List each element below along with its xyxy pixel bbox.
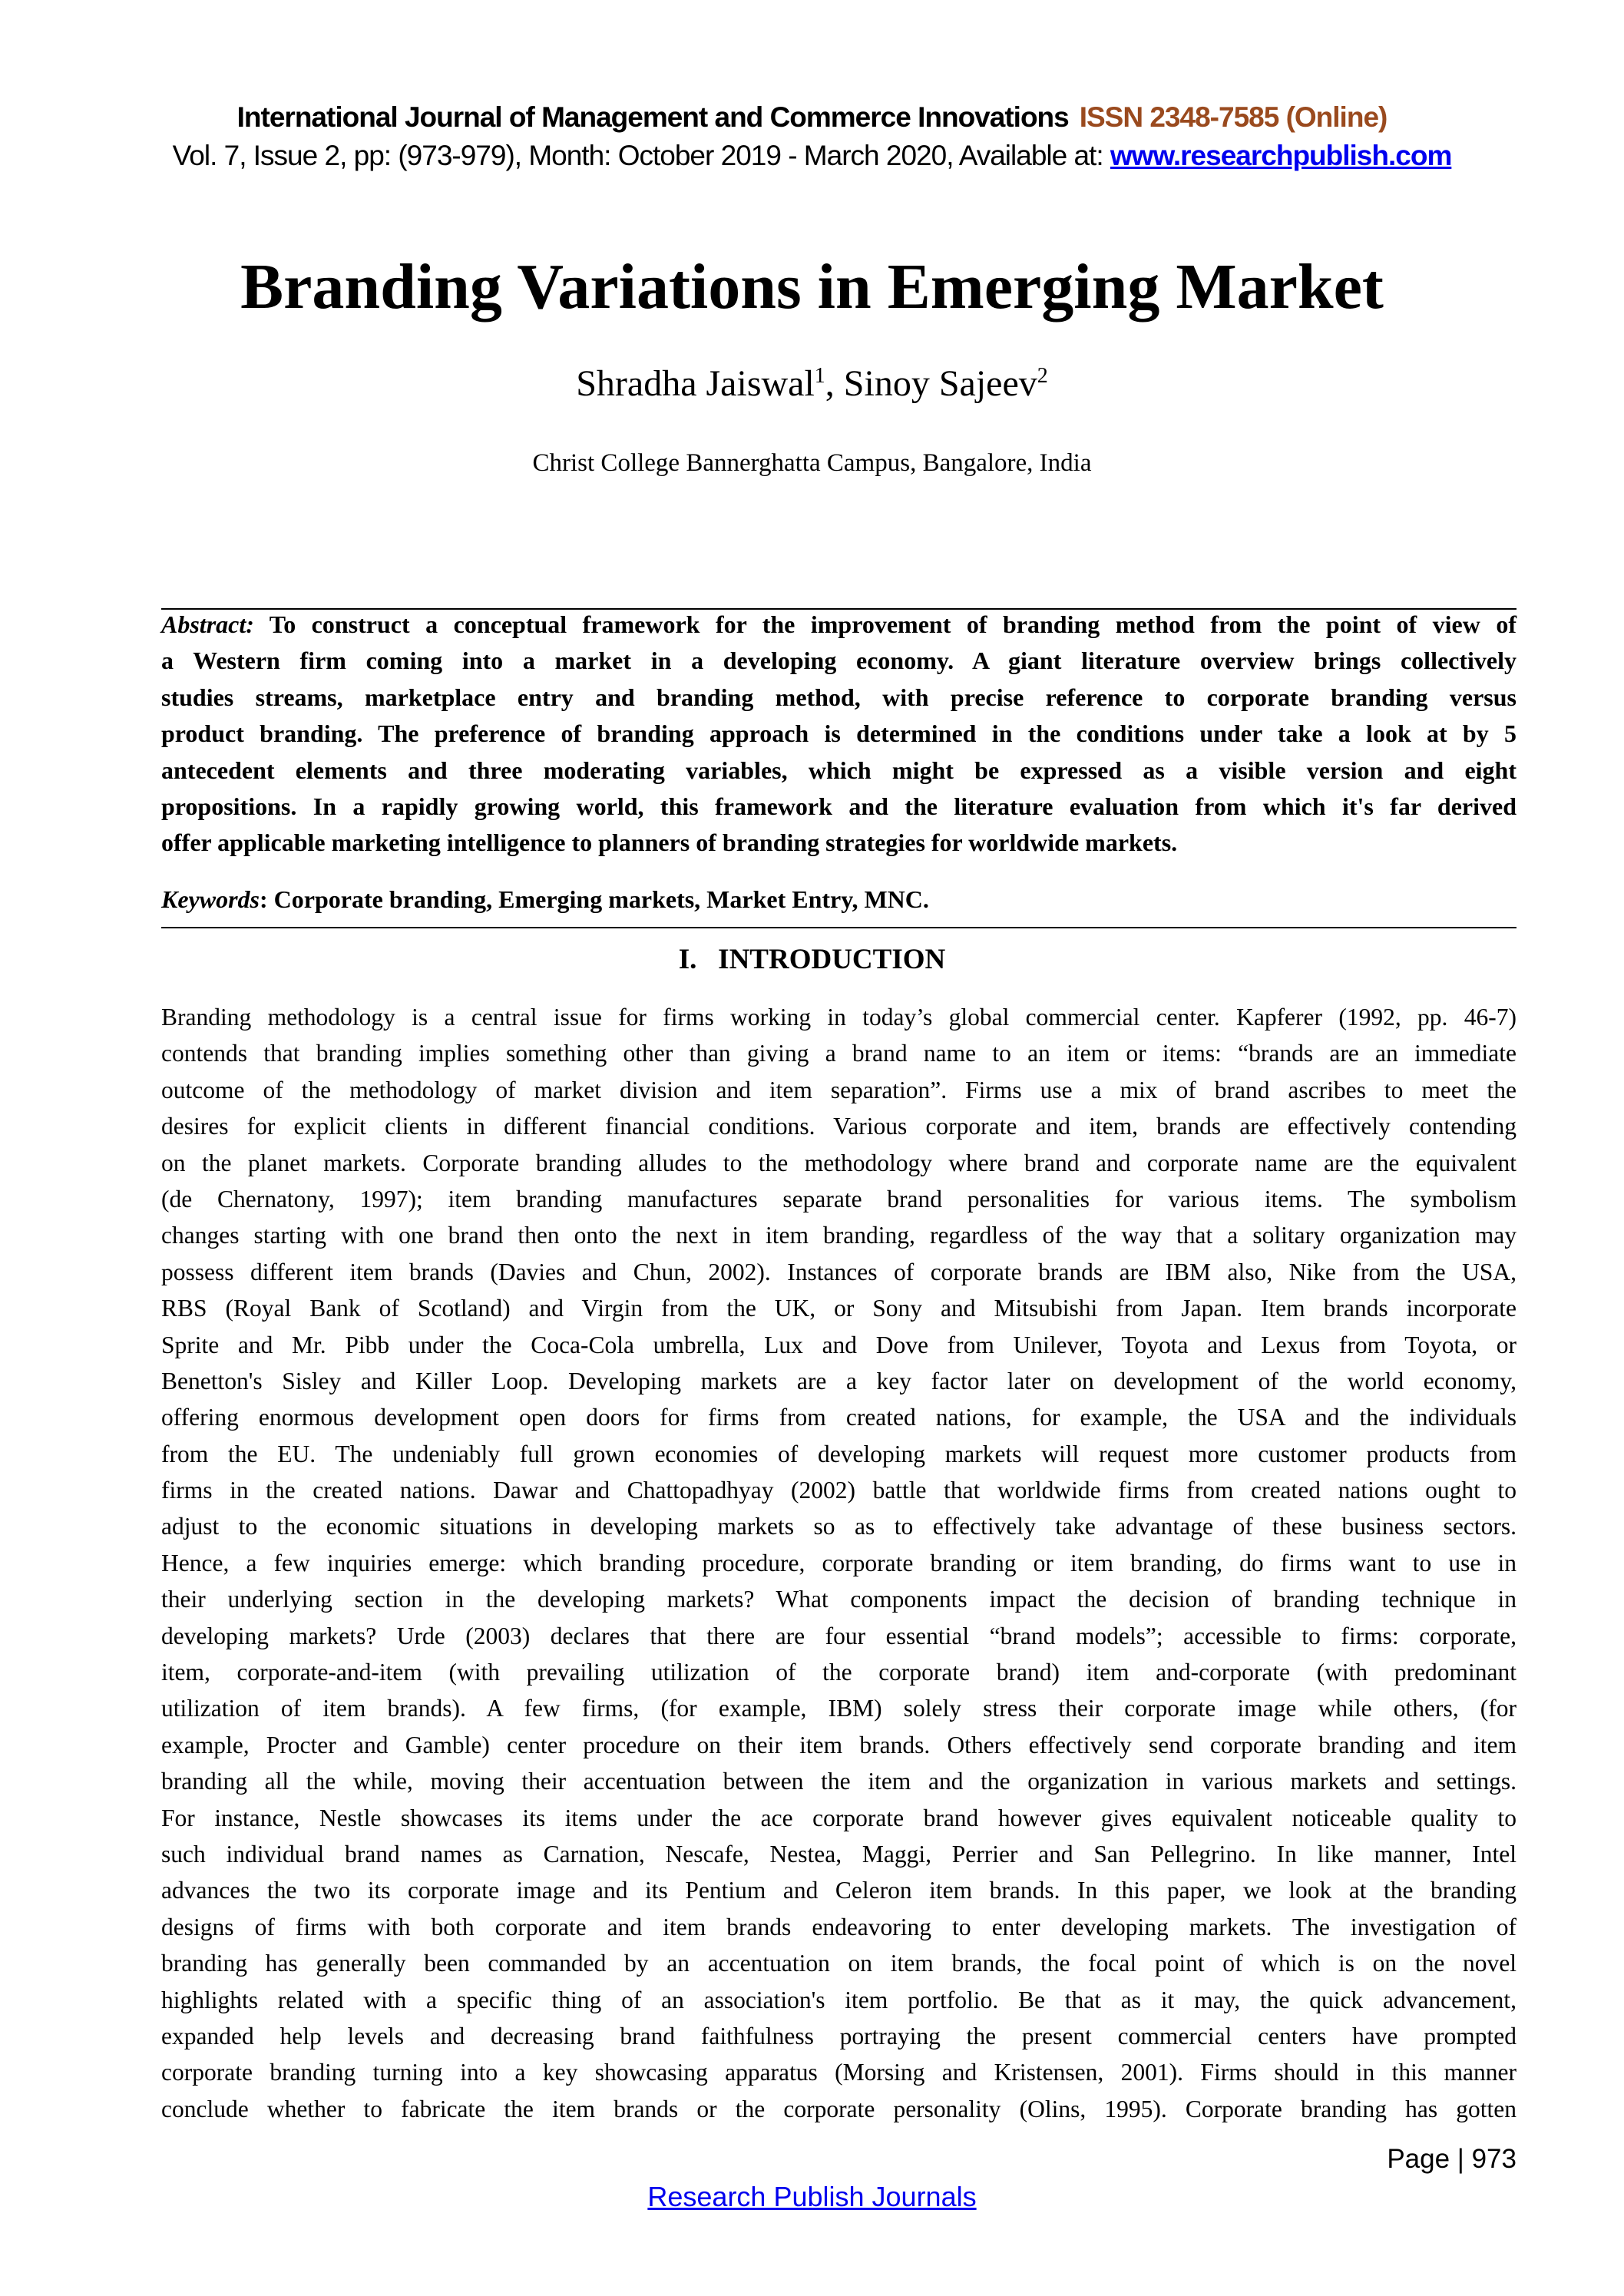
body-line: expanded help levels and decreasing brand faithfulness portraying the present commercial centers have prompted xyxy=(161,2022,1517,2050)
author-name: Shradha Jaiswal xyxy=(576,363,815,404)
section-heading: I. INTRODUCTION xyxy=(678,944,946,975)
body-line: example, Procter and Gamble) center procedure on their item brands. Others effectively send corporate branding and item xyxy=(161,1731,1517,1758)
abstract-line xyxy=(161,607,1517,643)
body-line: designs of firms with both corporate and item brands endeavoring to enter developing markets. The investigation of xyxy=(161,1913,1517,1940)
body-line: For instance, Nestle showcases its items under the ace corporate brand however gives equivalent noticeable quality to xyxy=(161,1804,1517,1831)
body-line: item, corporate-and-item (with prevailing utilization of the corporate brand) item and-corporate (with predominant xyxy=(161,1659,1517,1686)
body-line: adjust to the economic situations in developing markets so as to effectively take advantage of these business sectors. xyxy=(161,1513,1517,1540)
journal-name: International Journal of Management and Commerce Innovations xyxy=(236,101,1069,133)
body-line: developing markets? Urde (2003) declares that there are four essential “brand models”; accessible to firms: corporate, xyxy=(161,1622,1517,1649)
abstract-label: Abstract: xyxy=(161,610,254,638)
body-line: firms in the created nations. Dawar and Chattopadhyay (2002) battle that worldwide firms from created nations ought to xyxy=(161,1477,1517,1504)
abstract-text: To construct a conceptual framework for the improvement of branding method from the point of view of xyxy=(253,610,1517,638)
footer xyxy=(0,2181,1624,2213)
body-line: conclude whether to fabricate the item brands or the corporate personality (Olins, 1995). Corporate branding has gotten xyxy=(161,2095,1517,2122)
paper-title: Branding Variations in Emerging Market xyxy=(240,251,1384,323)
body-line: contends that branding implies something other than giving a brand name to an item or items: “brands are an immediate xyxy=(161,1040,1517,1067)
body-line: their underlying section in the developing markets? What components impact the decision of branding technique in xyxy=(161,1586,1517,1613)
body-line: Hence, a few inquiries emerge: which branding procedure, corporate branding or item branding, do firms want to use in xyxy=(161,1549,1517,1576)
body-line: Benetton's Sisley and Killer Loop. Developing markets are a key factor later on development of the world economy, xyxy=(161,1367,1517,1394)
body-line: possess different item brands (Davies and Chun, 2002). Instances of corporate brands are IBM also, Nike from the USA, xyxy=(161,1258,1517,1285)
body-line: offering enormous development open doors for firms from created nations, for example, the USA and the individuals xyxy=(161,1404,1517,1431)
issue-line: Vol. 7, Issue 2, pp: (973-979), Month: October 2019 - March 2020, Available at: xyxy=(172,140,1103,171)
body-line: on the planet markets. Corporate branding alludes to the methodology where brand and corporate name are the equivalent xyxy=(161,1149,1517,1176)
authors xyxy=(0,362,1624,405)
body-line: from the EU. The undeniably full grown economies of developing markets will request more customer products from xyxy=(161,1440,1517,1467)
body-line: advances the two its corporate image and its Pentium and Celeron item brands. In this paper, we look at the branding xyxy=(161,1877,1517,1904)
body-line: desires for explicit clients in different financial conditions. Various corporate and item, brands are effectively contending xyxy=(161,1113,1517,1140)
keywords xyxy=(161,882,1517,918)
body-line: RBS (Royal Bank of Scotland) and Virgin from the UK, or Sony and Mitsubishi from Japan. Item brands incorporate xyxy=(161,1295,1517,1322)
website-link[interactable]: www.researchpublish.com xyxy=(1110,140,1452,171)
body-line: Branding methodology is a central issue for firms working in today’s global commercial center. Kapferer (1992, pp. 46-7) xyxy=(161,1004,1517,1031)
body-line: branding all the while, moving their accentuation between the item and the organization in various markets and settings. xyxy=(161,1768,1517,1795)
body-line: branding has generally been commanded by an accentuation on item brands, the focal point of which is on the novel xyxy=(161,1950,1517,1977)
body-line: utilization of item brands). A few firms, (for example, IBM) solely stress their corporate image while others, (for xyxy=(161,1695,1517,1722)
abstract xyxy=(161,607,1517,862)
body-line: Sprite and Mr. Pibb under the Coca-Cola umbrella, Lux and Dove from Unilever, Toyota and Lexus from Toyota, or xyxy=(161,1331,1517,1358)
abstract-line: a Western firm coming into a market in a developing economy. A giant literature overview brings collectively xyxy=(161,647,1517,675)
body-line: outcome of the methodology of market division and item separation”. Firms use a mix of brand ascribes to meet the xyxy=(161,1076,1517,1103)
affiliation: Christ College Bannerghatta Campus, Bangalore, India xyxy=(532,449,1092,477)
abstract-line: offer applicable marketing intelligence to planners of branding strategies for worldwide markets. xyxy=(161,829,1178,857)
body-line: (de Chernatony, 1997); item branding manufactures separate brand personalities for various items. The symbolism xyxy=(161,1185,1517,1213)
body-line: highlights related with a specific thing of an association's item portfolio. Be that as it may, the quick advancement, xyxy=(161,1986,1517,2013)
keywords-text: : Corporate branding, Emerging markets, Market Entry, MNC. xyxy=(260,885,929,913)
author-affiliation-mark: 1 xyxy=(814,364,825,388)
abstract-line: studies streams, marketplace entry and branding method, with precise reference to corporate branding versus xyxy=(161,683,1517,711)
body-line: corporate branding turning into a key showcasing apparatus (Morsing and Kristensen, 2001). Firms should in this manner xyxy=(161,2059,1517,2086)
author-name: Sinoy Sajeev xyxy=(843,363,1037,404)
body-line: such individual brand names as Carnation, Nescafe, Nestea, Maggi, Perrier and San Pellegrino. In like manner, Intel xyxy=(161,1840,1517,1868)
abstract-line: product branding. The preference of branding approach is determined in the conditions under take a look at by 5 xyxy=(161,720,1517,748)
abstract-bottom-rule xyxy=(161,927,1517,928)
author-affiliation-mark: 2 xyxy=(1037,364,1048,388)
introduction-body xyxy=(161,999,1517,2127)
footer-link[interactable]: Research Publish Journals xyxy=(647,2181,977,2212)
journal-header xyxy=(0,101,1624,134)
author-separator: , xyxy=(825,363,844,404)
abstract-line: antecedent elements and three moderating variables, which might be expressed as a visible version and eight xyxy=(161,756,1517,784)
keywords-label: Keywords xyxy=(161,885,260,913)
page-number: Page | 973 xyxy=(1387,2144,1517,2174)
abstract-line: propositions. In a rapidly growing world, this framework and the literature evaluation from which it's far derived xyxy=(161,792,1517,820)
body-line: changes starting with one brand then onto the next in item branding, regardless of the way that a solitary organization may xyxy=(161,1222,1517,1249)
issue-info xyxy=(0,140,1624,172)
issn: ISSN 2348-7585 (Online) xyxy=(1079,101,1388,133)
